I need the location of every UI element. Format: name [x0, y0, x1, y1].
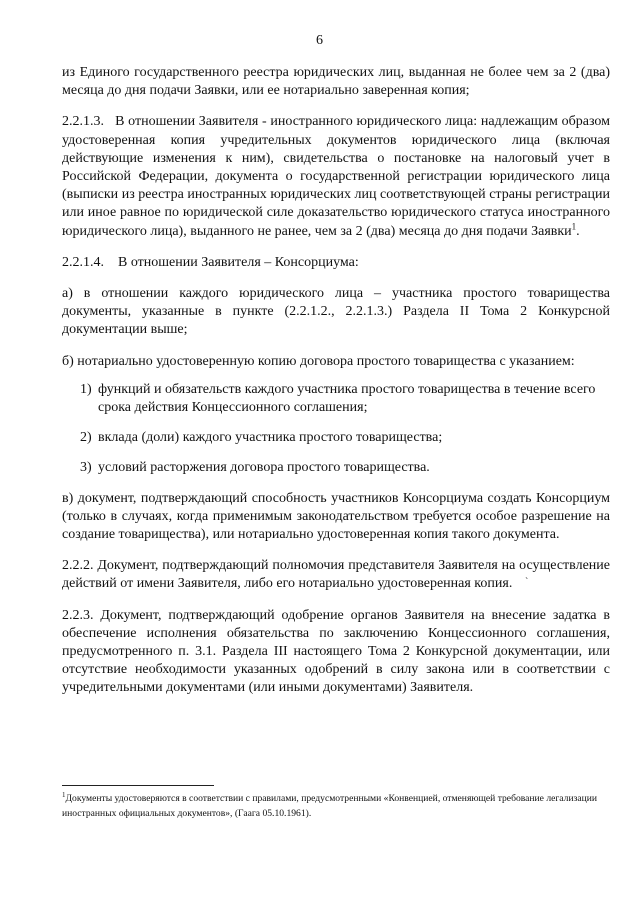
item-b: б) нотариально удостоверенную копию договора простого товарищества с указанием:: [62, 353, 575, 369]
clause-text: В отношении Заявителя – Консорциума:: [118, 254, 359, 270]
footnote: [62, 791, 610, 821]
list-item-text: функций и обязательств каждого участника простого товарищества в течение всего срока действия Концессионного соглашения;: [98, 381, 596, 416]
paragraph-2-2-1-3: [62, 113, 610, 240]
paragraph-2-2-1-4: [62, 254, 610, 272]
clause-end: .: [576, 223, 580, 239]
clause-number: 2.2.1.4.: [62, 254, 104, 270]
list-item: [62, 459, 610, 477]
stray-mark: `: [525, 577, 529, 588]
footnote-separator: [62, 785, 214, 786]
item-v: в) документ, подтверждающий способность участников Консорциума создать Консорциум (только в случаях, когда применимым законодательством требуется особое разрешение на создание товарищества), или нотариально удостоверенная копия такого документа.: [62, 490, 610, 543]
paragraph-2-2-3: 2.2.3. Документ, подтверждающий одобрение органов Заявителя на внесение задатка в обеспечение исполнения обязательства по заключению Концессионного соглашения, предусмотренного п. 3.1. Раздела III настоящего Тома 2 Конкурсной документации, или отсутствие необходимости указанных одобрений в силу закона или в соответствии с учредительными документами (или иными документами) Заявителя.: [62, 607, 610, 696]
list-item: [62, 429, 610, 447]
footnote-text: Документы удостоверяются в соответствии с правилами, предусмотренными «Конвенцией, отменяющей требование легализации иностранных официальных документов», (Гаага 05.10.1961).: [62, 793, 598, 819]
list-item-number: 2): [80, 430, 92, 446]
list-item-number: 3): [80, 460, 92, 476]
list-item-number: 1): [80, 381, 92, 397]
footnote-reference: 1: [571, 220, 577, 231]
footnote-number: 1: [62, 790, 66, 799]
list-item: [62, 381, 610, 417]
list-item-text: условий расторжения договора простого товарищества.: [98, 460, 430, 476]
list-item-text: вклада (доли) каждого участника простого товарищества;: [98, 430, 443, 446]
clause-text: В отношении Заявителя - иностранного юридического лица: надлежащим образом удостоверенная копия учредительных документов юридического лица (включая действующие изменения к ним), свидетельства о постановке на налоговый учет в Российской Федерации, документа о государственной регистрации юридического лица (выписки из реестра иностранных юридических лиц соответствующей страны регистрации или иное равное по юридической силе доказательство юридического статуса иностранного юридического лица), выданного не ранее, чем за 2 (два) месяца до дня подачи Заявки: [62, 114, 610, 239]
item-a: а) в отношении каждого юридического лица – участника простого товарищества документы, указанные в пункте (2.2.1.2., 2.2.1.3.) Раздела II Тома 2 Конкурсной документации выше;: [62, 286, 610, 338]
page-body: [62, 64, 610, 711]
consortium-contract-list: [62, 381, 610, 478]
paragraph-intro: из Единого государственного реестра юридических лиц, выданная не более чем за 2 (два) месяца до дня подачи Заявки, или ее нотариально заверенная копия;: [62, 65, 610, 99]
clause-number: 2.2.1.3.: [62, 114, 104, 130]
page-number: 6: [316, 33, 323, 48]
paragraph-2-2-2: 2.2.2. Документ, подтверждающий полномочия представителя Заявителя на осуществление действий от имени Заявителя, либо его нотариально удостоверенная копия.: [62, 558, 610, 592]
